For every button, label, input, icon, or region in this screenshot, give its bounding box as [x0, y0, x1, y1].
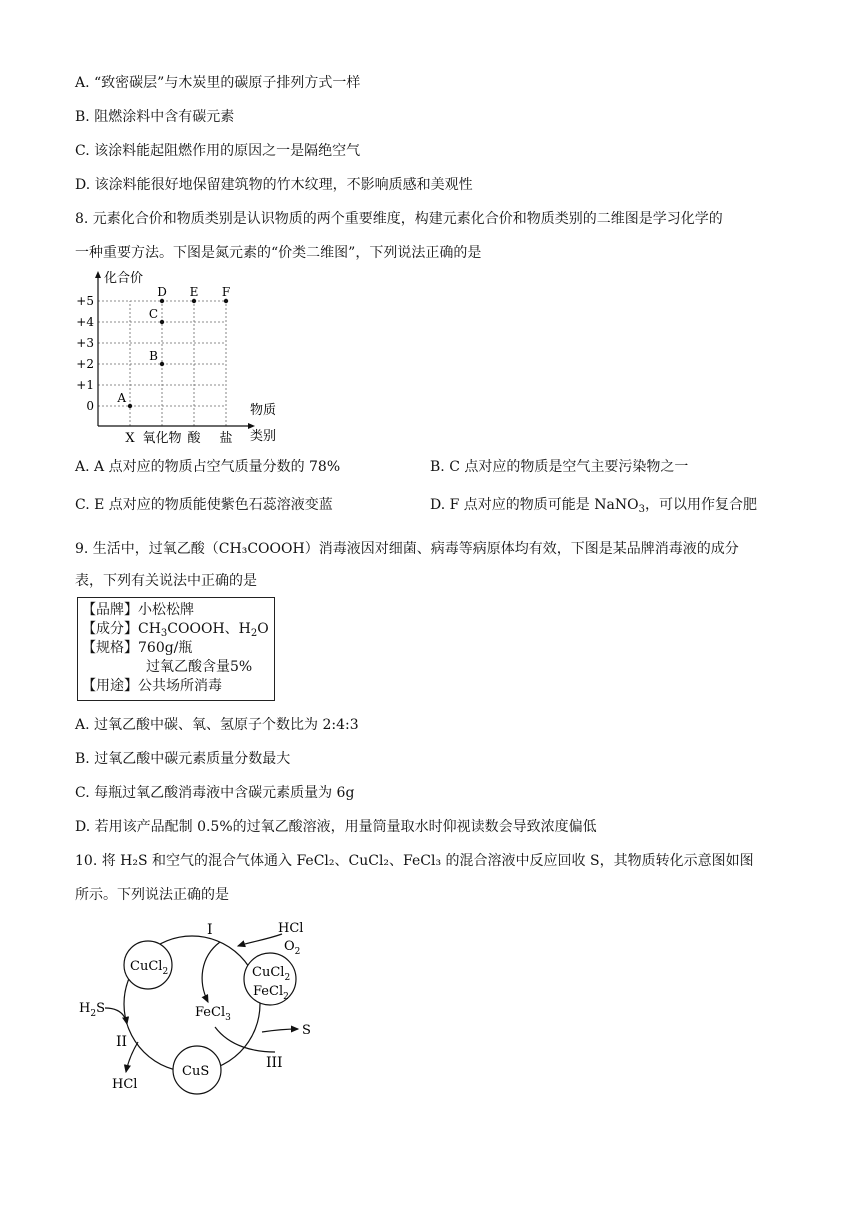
arrow-hcl-out — [126, 1042, 138, 1072]
y-tick-label: +2 — [76, 357, 94, 371]
label-spec-row — [82, 639, 192, 657]
y-tick-label: 0 — [86, 399, 94, 413]
q9-stem-line1: 9. 生活中，过氧乙酸（CH₃COOOH）消毒液因对细菌、病毒等病原体均有效，下图是某品牌消毒液的成分 — [75, 541, 739, 557]
label-composition-part: O — [257, 621, 269, 637]
x-axis-label-line2: 类别 — [250, 429, 277, 444]
label-composition-sub: 2 — [250, 628, 258, 639]
y-tick-label: +1 — [76, 378, 94, 392]
h2s-label: $H_2S$ — [79, 1001, 105, 1019]
q8-option-d-prefix: D. F 点对应的物质可能是 NaNO — [430, 497, 639, 513]
q7-option-b: B. 阻燃涂料中含有碳元素 — [75, 109, 235, 125]
y-axis-arrow — [95, 271, 101, 278]
point-label-f: F — [221, 285, 231, 299]
mix-top-label: CuCl$_2$ — [252, 965, 291, 983]
chart-ticks — [76, 271, 276, 446]
label-spec-value-2: 过氧乙酸含量5% — [146, 659, 253, 675]
y-tick-label: +5 — [76, 294, 94, 308]
mix-bottom-label: FeCl$_2$ — [253, 984, 289, 1002]
step1-label: I — [207, 922, 213, 938]
label-use-key: 【用途】 — [82, 678, 138, 694]
label-composition-sub: 3 — [160, 628, 168, 639]
q9-option-b: B. 过氧乙酸中碳元素质量分数最大 — [75, 751, 291, 767]
point-c — [160, 320, 164, 324]
q7-option-a: A. “致密碳层”与木炭里的碳原子排列方式一样 — [75, 75, 361, 91]
q8-option-a: A. A 点对应的物质占空气质量分数的 78% — [75, 459, 341, 475]
cucl2-label: CuCl$_2$ — [130, 959, 169, 977]
arrow-hcl-o2-in — [238, 934, 282, 946]
x-tick-label: X — [125, 431, 135, 446]
valence-class-chart — [70, 268, 290, 448]
point-f — [224, 299, 228, 303]
label-brand-value: 小松松牌 — [138, 602, 194, 618]
s-out-label: S — [302, 1023, 311, 1038]
point-b — [160, 362, 164, 366]
label-brand-key: 【品牌】 — [82, 602, 138, 618]
q8-option-b: B. C 点对应的物质是空气主要污染物之一 — [430, 459, 689, 475]
point-label-b: B — [149, 349, 158, 363]
q8-option-d — [430, 495, 757, 520]
inner-arrow-to-fecl3 — [202, 942, 220, 1002]
chart-axes — [95, 271, 255, 429]
q8-stem-line1: 8. 元素化合价和物质类别是认识物质的两个重要维度，构建元素化合价和物质类别的二维图是学习化学的 — [75, 211, 723, 227]
point-e — [192, 299, 196, 303]
conversion-cycle-diagram — [70, 912, 330, 1102]
q9-option-d: D. 若用该产品配制 0.5%的过氧乙酸溶液，用量筒量取水时仰视读数会导致浓度偏低 — [75, 819, 597, 835]
step3-label: III — [266, 1055, 283, 1071]
q8-option-d-suffix: ，可以用作复合肥 — [644, 497, 757, 513]
q8-stem-line2: 一种重要方法。下图是氮元素的“价类二维图”，下列说法正确的是 — [75, 245, 482, 261]
cus-label: CuS — [182, 1064, 210, 1079]
label-spec-key: 【规格】 — [82, 640, 138, 656]
y-tick-label: +4 — [76, 315, 94, 329]
x-axis-label-line1: 物质 — [250, 403, 277, 418]
label-use-row — [82, 677, 222, 695]
product-label-box — [77, 597, 275, 701]
q9-option-a: A. 过氧乙酸中碳、氧、氢原子个数比为 2:4:3 — [75, 717, 359, 733]
q9-stem-line2: 表，下列有关说法中正确的是 — [75, 573, 257, 589]
point-label-c: C — [148, 307, 158, 321]
q8-option-c: C. E 点对应的物质能使紫色石蕊溶液变蓝 — [75, 497, 333, 513]
x-tick-label: 盐 — [219, 431, 233, 446]
step2-label: II — [116, 1034, 128, 1050]
label-brand-row — [82, 601, 194, 619]
y-axis-label: 化合价 — [104, 271, 144, 286]
label-composition-part: COOOH、H — [167, 621, 251, 637]
point-a — [128, 404, 132, 408]
q8-option-d-sub: 3 — [638, 504, 645, 515]
point-label-d: D — [157, 285, 167, 299]
hcl-in-label: HCl — [278, 921, 304, 936]
fecl3-label: FeCl$_3$ — [195, 1005, 231, 1023]
arrow-s-out — [262, 1029, 298, 1032]
label-composition-key: 【成分】 — [82, 621, 138, 637]
o2-label: $O_2$ — [284, 939, 301, 957]
q7-option-d: D. 该涂料能很好地保留建筑物的竹木纹理，不影响质感和美观性 — [75, 177, 473, 193]
q9-option-c: C. 每瓶过氧乙酸消毒液中含碳元素质量为 6g — [75, 785, 355, 801]
q10-stem-line1: 10. 将 H₂S 和空气的混合气体通入 FeCl₂、CuCl₂、FeCl₃ 的混合溶液中反应回收 S，其物质转化示意图如图 — [75, 853, 754, 869]
hcl-out-label: HCl — [112, 1077, 138, 1092]
x-tick-label: 酸 — [187, 431, 201, 446]
y-tick-label: +3 — [76, 336, 94, 350]
label-use-value: 公共场所消毒 — [138, 678, 222, 694]
label-composition-part: CH — [138, 621, 161, 637]
arrow-fecl3-to-step3 — [215, 1027, 275, 1052]
point-label-a: A — [117, 391, 126, 405]
point-label-e: E — [189, 285, 199, 299]
q7-option-c: C. 该涂料能起阻燃作用的原因之一是隔绝空气 — [75, 143, 361, 159]
q10-stem-line2: 所示。下列说法正确的是 — [75, 887, 229, 903]
label-spec-value: 760g/瓶 — [138, 640, 193, 656]
x-tick-label: 氧化物 — [142, 431, 182, 446]
chart-points — [116, 285, 230, 408]
point-d — [160, 299, 164, 303]
